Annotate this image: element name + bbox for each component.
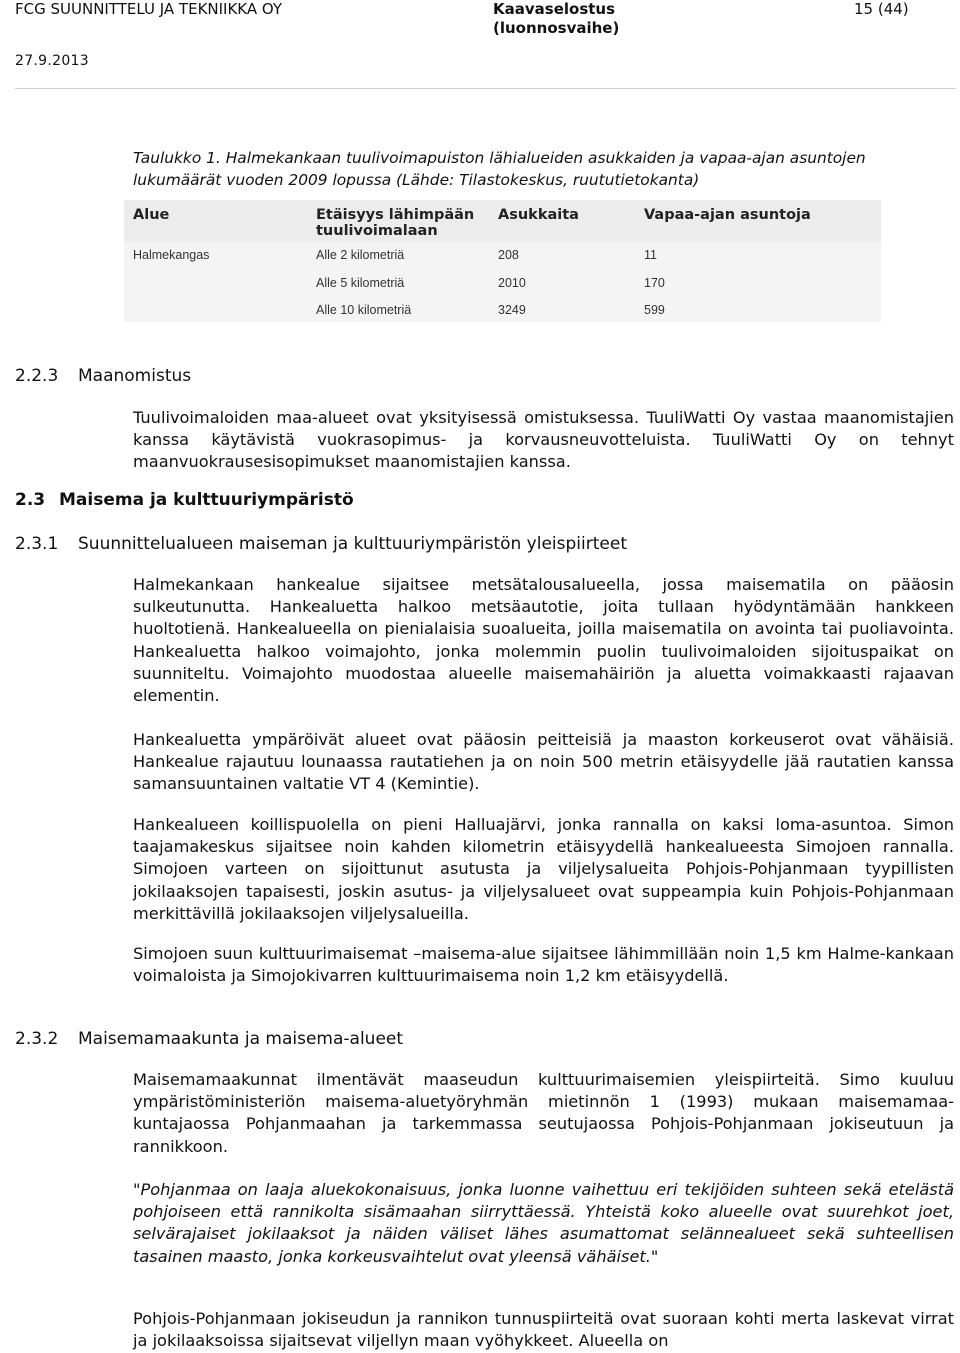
paragraph-land-ownership: Tuulivoimaloiden maa-alueet ovat yksityisessä omistuksessa. TuuliWatti Oy vastaa maanomistajien kanssa käytävistä vuokrasopimus- ja korvausneuvotteluista. TuuliWatti Oy on tehnyt maanvuokrausesisopimukset maanomistajien kanssa.	[133, 408, 954, 472]
header-divider	[15, 88, 956, 89]
header-organization: FCG SUUNNITTELU JA TEKNIIKKA OY	[15, 0, 283, 18]
paragraph-river-coast: Pohjois-Pohjanmaan jokiseudun ja rannikon tunnuspiirteitä ovat suoraan kohti merta laskevat virrat ja jokilaaksoissa sijaitsevat viljellyn maan vyöhykkeet. Alueella on	[133, 1309, 954, 1351]
table-header-holiday-homes: Vapaa-ajan asuntoja	[644, 207, 811, 223]
section-heading-2-3-2	[15, 1029, 403, 1049]
table-cell-holiday-homes: 11	[644, 248, 657, 262]
table-cell-residents: 2010	[498, 276, 526, 290]
table-cell-distance: Alle 2 kilometriä	[316, 248, 405, 262]
paragraph-cultural-landscapes: Simojoen suun kulttuurimaisemat –maisema-alue sijaitsee lähimmillään noin 1,5 km Halme-kankaan voimaloista ja Simojokivarren kulttuurimaisema noin 1,2 km etäisyydellä.	[133, 944, 954, 986]
table-cell-holiday-homes: 170	[644, 276, 665, 290]
paragraph-landscape-provinces: Maisemamaakunnat ilmentävät maaseudun kulttuurimaisemien yleispiirteitä. Simo kuuluu ympäristöministeriön maisema-aluetyöryhmän mietinnön 1 (1993) mukaan maisemamaa-kuntajaossa Pohjanmaahan ja tarkemmassa seutujaossa Pohjois-Pohjanmaan jokiseutuun ja rannikkoon.	[133, 1070, 954, 1156]
section-title: Maisemamaakunta ja maisema-alueet	[78, 1029, 404, 1049]
section-number: 2.2.3	[15, 366, 59, 386]
header-date: 27.9.2013	[15, 53, 89, 69]
document-title	[493, 0, 619, 38]
table-header-distance: Etäisyys lähimpään tuulivoimalaan	[316, 207, 475, 239]
table-header-residents: Asukkaita	[498, 207, 579, 223]
section-heading-2-3	[15, 490, 354, 510]
table-cell-area: Halmekangas	[133, 248, 210, 262]
paragraph-surroundings: Hankealuetta ympäröivät alueet ovat pääosin peitteisiä ja maaston korkeuserot ovat vähäisiä. Hankealue rajautuu lounaassa rautatiehen ja on noin 500 metrin etäisyydelle jää rautatien kanssa samansuuntainen valtatie VT 4 (Kemintie).	[133, 730, 954, 794]
section-number: 2.3	[15, 490, 46, 510]
section-number: 2.3.2	[15, 1029, 59, 1049]
document-title-line1: Kaavaselostus	[493, 0, 616, 18]
paragraph-landscape-overview: Halmekankaan hankealue sijaitsee metsätalousalueella, jossa maisematila on pääosin sulkeutunutta. Hankealuetta halkoo metsäautotie, joita tullaan hyödyntämään hankkeen huoltotienä. Hankealueella on pienialaisia suoalueita, joilla maisematila on avointa tai puoliavointa. Hankealuetta halkoo voimajohto, jonka molemmin puolin tuulivoimaloiden sijoituspaikat on suunniteltu. Voimajohto muodostaa alueelle maisemahäiriön ja aluetta voimakkaasti rajaavan elementin.	[133, 575, 954, 706]
section-number: 2.3.1	[15, 534, 59, 554]
section-title: Maanomistus	[78, 366, 192, 386]
section-heading-2-2-3	[15, 366, 191, 386]
table-cell-distance: Alle 5 kilometriä	[316, 276, 405, 290]
table-caption: Taulukko 1. Halmekankaan tuulivoimapuiston lähialueiden asukkaiden ja vapaa-ajan asuntojen lukumäärät vuoden 2009 lopussa (Lähde: Tilastokeskus, ruututietokanta)	[133, 149, 866, 189]
table-cell-holiday-homes: 599	[644, 303, 665, 317]
table-header-area: Alue	[133, 207, 170, 223]
paragraph-quotation: "Pohjanmaa on laaja aluekokonaisuus, jonka luonne vaihettuu eri tekijöiden suhteen sekä etelästä pohjoiseen että rannikolta sisämaahan siirryttäessä. Yhteistä koko alueelle ovat suurehkot joet, selvärajaiset jokilaaksot ja näiden väliset lähes asumattomat selännealueet sekä suhteellisen tasainen maasto, jonka korkeusvaihtelut ovat yleensä vähäiset."	[133, 1180, 954, 1266]
section-title: Suunnittelualueen maiseman ja kulttuuriympäristön yleispiirteet	[78, 534, 627, 554]
table-cell-residents: 3249	[498, 303, 526, 317]
section-heading-2-3-1	[15, 534, 627, 554]
page-number: 15 (44)	[854, 0, 909, 18]
section-title: Maisema ja kulttuuriympäristö	[59, 490, 354, 510]
table-cell-distance: Alle 10 kilometriä	[316, 303, 412, 317]
document-title-line2: (luonnosvaihe)	[493, 19, 620, 37]
table-cell-residents: 208	[498, 248, 519, 262]
paragraph-nearby-settlements: Hankealueen koillispuolella on pieni Halluajärvi, jonka rannalla on kaksi loma-asuntoa. Simon taajamakeskus sijaitsee noin kahden kilometrin etäisyydellä hankealueesta Simojoen rannalla. Simojoen varteen on sijoittunut asutusta ja viljelysalueita Pohjois-Pohjanmaan tyypillisten jokilaaksojen tapaisesti, joskin asutus- ja viljelysalueet ovat suppeampia kuin Pohjois-Pohjanmaan merkittävillä jokilaaksojen viljelysalueilla.	[133, 815, 954, 923]
